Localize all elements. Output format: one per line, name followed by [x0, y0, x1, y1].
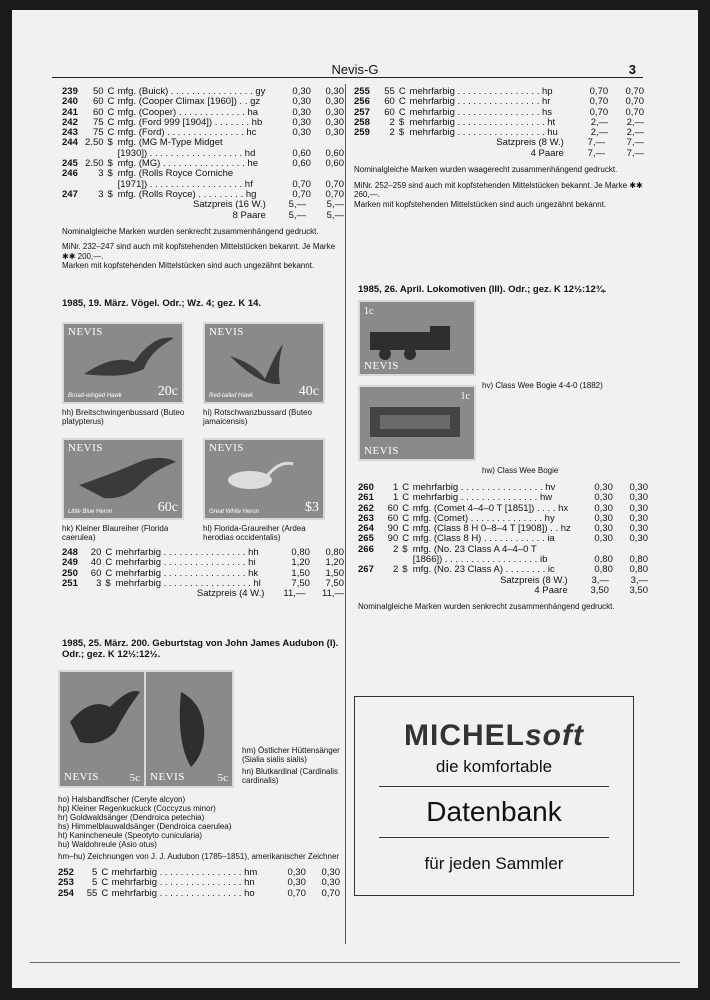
table-row: 259 2 $ mehrfarbig . . . . . . . . . . . . . . . . . hu 2,— 2,— — [354, 127, 644, 139]
note: MiNr. 232–247 sind auch mit kopfstehenden Mittelstücken bekannt. Je Marke ✱✱ 200,—. — [62, 242, 336, 261]
stamp-image: NEVIS 1c — [358, 385, 476, 461]
note: Nominalgleiche Marken wurden senkrecht zusammenhängend gedruckt. — [358, 602, 615, 612]
table-row: 258 2 $ mehrfarbig . . . . . . . . . . . . . . . . . ht 2,— 2,— — [354, 116, 644, 128]
column-divider — [345, 84, 346, 944]
ad-rule — [379, 837, 609, 838]
stamp-caption: hi) Rotschwanzbussard (Buteo jamaicensis) — [203, 408, 312, 426]
ad-line: die komfortable — [435, 757, 553, 776]
table-row: [1866]) . . . . . . . . . . . . . . . . . . ib 0,80 0,80 — [412, 554, 648, 566]
table-row: 241 60 C mfg. (Cooper) . . . . . . . . . . . . . ha 0,30 0,30 — [62, 106, 344, 118]
summary-row: Satzpreis (8 W.) 3,— 3,— — [500, 574, 648, 586]
page-title: Nevis-G — [331, 62, 379, 77]
table-row: 240 60 C mfg. (Cooper Climax [1960]) . . gz 0,30 0,30 — [62, 96, 344, 108]
block-audubon — [58, 868, 340, 899]
listing-table-audubon — [58, 868, 340, 899]
caption-list: ho) Halsbandfischer (Ceryle alcyon) hp) Kleiner Regenkuckuck (Coccyzus minor) hr) Goldwaldsänger (Dendroica petechia) hs) Himmelblauwaldsänger (Dendroica caerulea) ht) Kanincheneule (Speotyto cunicularia) hu) Waldohreule (Asio otus) — [58, 795, 232, 849]
stamp-caption: hh) Breitschwingenbussard (Buteo platypterus) — [62, 408, 185, 426]
note: Marken mit kopfstehenden Mittelstücken sind auch ungezähnt bekannt. — [354, 199, 607, 209]
note: Marken mit kopfstehenden Mittelstücken sind auch ungezähnt bekannt. — [62, 261, 315, 271]
summary-row: Satzpreis (16 W.) 5,— 5,— — [192, 199, 344, 211]
issue-title-audubon: 1985, 25. März. 200. Geburtstag von John James Audubon (I). Odr.; gez. K 12½:12½. — [62, 638, 339, 660]
issue-title-birds: 1985, 19. März. Vögel. Odr.; Wz. 4; gez. K 14. — [62, 298, 262, 309]
summary-row: 8 Paare 5,— 5,— — [232, 209, 344, 221]
table-row: 244 2.50 $ mfg. (MG M-Type Midget — [62, 137, 223, 149]
michelsoft-advertisement — [354, 696, 634, 896]
table-row: 265 90 C mfg. (Class 8 H) . . . . . . . . . . . . ia 0,30 0,30 — [358, 533, 648, 545]
table-row: 251 3 $ mehrfarbig . . . . . . . . . . . . . . . . . hl 7,50 7,50 — [62, 577, 344, 589]
block-audubon-cont — [354, 87, 644, 209]
note: Nominalgleiche Marken wurden waagerecht zusammenhängend gedruckt. — [354, 165, 618, 175]
stamp-caption: hl) Florida-Graureiher (Ardea herodias occidentalis) — [203, 524, 306, 542]
listing-table-audubon-cont — [354, 87, 644, 138]
header-rule — [52, 77, 643, 78]
table-row: 246 3 $ mfg. (Rolls Royce Corniche — [62, 168, 234, 180]
stamp-image: NEVIS Red-tailed Hawk 40c — [203, 322, 325, 404]
stamp-image: NEVIS 5c — [144, 670, 234, 788]
summary-row: 4 Paare 7,— 7,— — [530, 147, 644, 159]
table-row: 245 2.50 $ mfg. (MG) . . . . . . . . . . . . . . . . he 0,60 0,60 — [62, 158, 344, 170]
page-number: 3 — [628, 62, 636, 77]
footer-rule — [30, 962, 680, 963]
block-locomotives — [358, 483, 648, 612]
table-row: 257 60 C mehrfarbig . . . . . . . . . . . . . . . . hs 0,70 0,70 — [354, 106, 644, 118]
table-row: 263 60 C mfg. (Comet) . . . . . . . . . . . . . . hy 0,30 0,30 — [358, 512, 648, 524]
bird-illustration — [60, 672, 144, 786]
credit-note: hm–hu) Zeichnungen von J. J. Audubon (1785–1851), amerikanischer Zeichner — [58, 852, 340, 861]
note: MiNr. 252–259 sind auch mit kopfstehenden Mittelstücken bekannt. Je Marke ✱✱ 260,—. — [354, 180, 643, 200]
stamp-image: NEVIS 5c — [58, 670, 146, 788]
table-row: 255 55 C mehrfarbig . . . . . . . . . . . . . . . . hp 0,70 0,70 — [354, 86, 644, 97]
summary-table-cars — [62, 200, 344, 221]
ad-line: für jeden Sammler — [424, 854, 564, 873]
bird-illustration — [146, 672, 232, 786]
stamp-caption: hw) Class Wee Bogie — [482, 466, 559, 475]
stamp-caption: hn) Blutkardinal (Cardinalis cardinalis) — [242, 767, 339, 785]
table-row: 250 60 C mehrfarbig . . . . . . . . . . . . . . . . hk 1,50 1,50 — [62, 567, 344, 579]
stamp-image: NEVIS 1c — [358, 300, 476, 376]
table-row: 260 1 C mehrfarbig . . . . . . . . . . . . . . . . hv 0,30 0,30 — [358, 482, 648, 493]
table-row: 252 5 C mehrfarbig . . . . . . . . . . . . . . . . hm 0,30 0,30 — [58, 867, 340, 878]
table-row: [1930]) . . . . . . . . . . . . . . . . . . hd 0,60 0,60 — [117, 147, 344, 159]
table-row: [1971]) . . . . . . . . . . . . . . . . . . hf 0,70 0,70 — [117, 178, 344, 190]
table-row: 243 75 C mfg. (Ford) . . . . . . . . . . . . . . . hc 0,30 0,30 — [62, 127, 344, 139]
table-row: 266 2 $ mfg. (No. 23 Class A 4–4–0 T — [358, 543, 537, 555]
table-row: 256 60 C mehrfarbig . . . . . . . . . . . . . . . . hr 0,70 0,70 — [354, 96, 644, 108]
listing-table-cars — [62, 87, 344, 200]
brand-logo: MICHELsoft — [404, 719, 584, 752]
stamp-caption: hv) Class Wee Bogie 4-4-0 (1882) — [482, 381, 603, 390]
note: Nominalgleiche Marken wurden senkrecht zusammenhängend gedruckt. — [62, 226, 319, 236]
summary-row: Satzpreis (8 W.) 7,— 7,— — [496, 137, 644, 149]
ad-line: Datenbank — [426, 796, 562, 827]
block-birds — [62, 548, 344, 599]
summary-table-birds — [62, 589, 344, 599]
summary-table-audubon — [354, 138, 644, 159]
table-row: 253 5 C mehrfarbig . . . . . . . . . . . . . . . . hn 0,30 0,30 — [58, 877, 340, 889]
ad-rule — [379, 786, 609, 787]
issue-title-locomotives: 1985, 26. April. Lokomotiven (III). Odr.; gez. K 12½:12¾. — [358, 284, 607, 295]
stamp-caption: hm) Östlicher Hüttensänger (Sialia sialis sialis) — [242, 746, 340, 764]
stamp-image: NEVIS Little Blue Heron 60c — [62, 438, 184, 520]
listing-table-birds — [62, 548, 344, 589]
table-row: 262 60 C mfg. (Comet 4–4–0 T [1851]) . . . . hx 0,30 0,30 — [358, 502, 648, 514]
stamp-image: NEVIS Broad-winged Hawk 20c — [62, 322, 184, 404]
table-row: 264 90 C mfg. (Class 8 H 0–8–4 T [1908]) . . hz 0,30 0,30 — [358, 523, 648, 535]
summary-row: 4 Paare 3,50 3,50 — [534, 584, 648, 596]
block-cars-left — [62, 87, 344, 271]
stamp-caption: hk) Kleiner Blaureiher (Florida caerulea) — [62, 524, 169, 542]
stamp-image: NEVIS Great White Heron $3 — [203, 438, 325, 520]
table-row: 248 20 C mehrfarbig . . . . . . . . . . . . . . . . hh 0,80 0,80 — [62, 547, 344, 558]
summary-row: Satzpreis (4 W.) 11,— 11,— — [196, 588, 344, 600]
table-row: 267 2 $ mfg. (No. 23 Class A) . . . . . . . . ic 0,80 0,80 — [358, 564, 648, 576]
table-row: 239 50 C mfg. (Buick) . . . . . . . . . . . . . . . . gy 0,30 0,30 — [62, 86, 344, 97]
table-row: 242 75 C mfg. (Ford 999 [1904]) . . . . . . . hb 0,30 0,30 — [62, 116, 344, 128]
catalog-page — [12, 10, 698, 988]
summary-table-locomotives — [358, 576, 648, 597]
table-row: 254 55 C mehrfarbig . . . . . . . . . . . . . . . . ho 0,70 0,70 — [58, 887, 340, 899]
listing-table-locomotives — [358, 483, 648, 576]
table-row: 261 1 C mehrfarbig . . . . . . . . . . . . . . . hw 0,30 0,30 — [358, 492, 648, 504]
table-row: 247 3 $ mfg. (Rolls Royce) . . . . . . . . . hg 0,70 0,70 — [62, 188, 344, 200]
table-row: 249 40 C mehrfarbig . . . . . . . . . . . . . . . . hi 1,20 1,20 — [62, 557, 344, 569]
